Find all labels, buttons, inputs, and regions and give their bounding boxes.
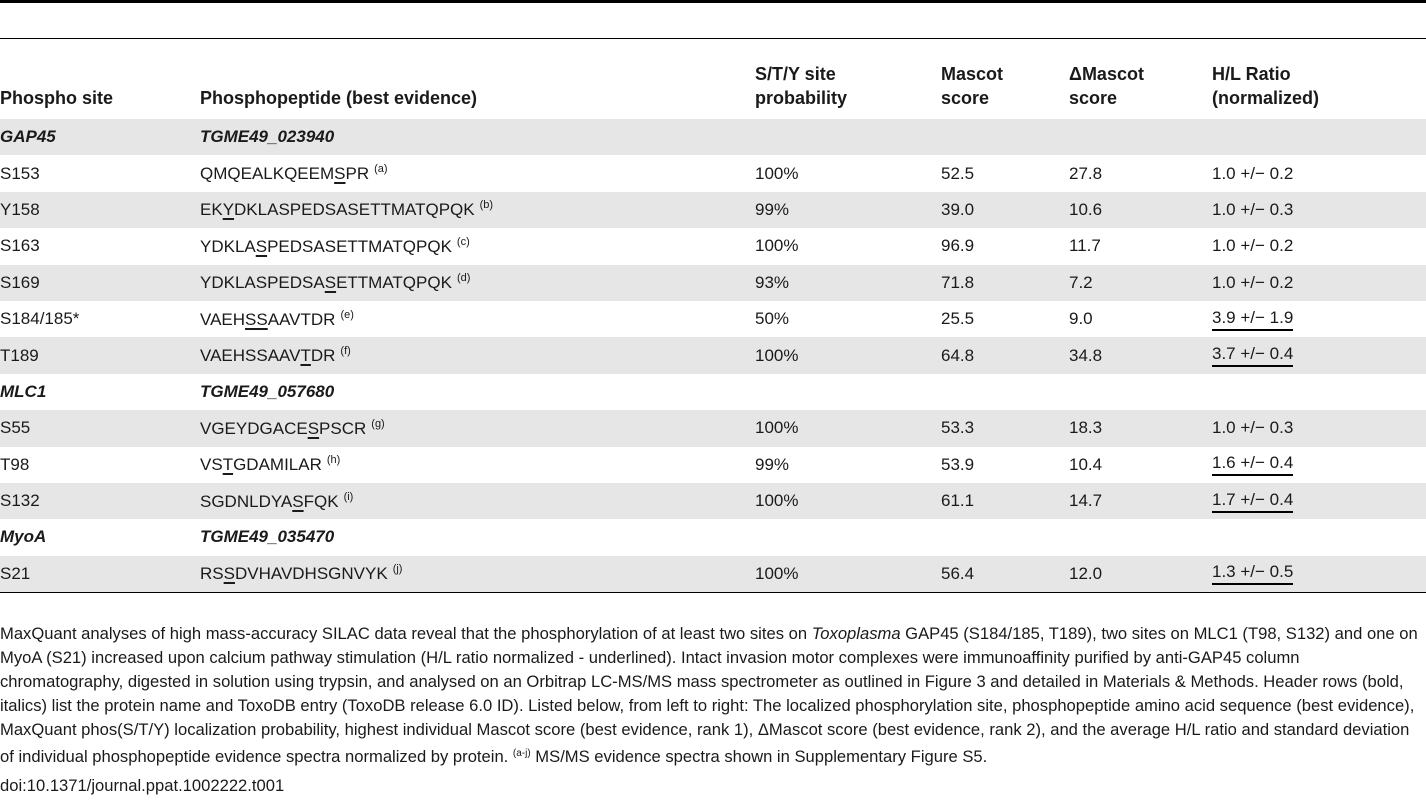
phosphopeptide: RSSDVHAVDHSGNVYK $^{(j)}$ — [200, 563, 403, 584]
table-header — [0, 39, 1426, 120]
mascot-score: 56.4 — [941, 563, 975, 583]
table-row — [0, 265, 1426, 301]
phosphorylated-residue: S — [334, 164, 346, 184]
phosphopeptide: VAEHSSAAVTDR $^{(f)}$ — [200, 345, 351, 366]
phosphopeptide: VAEHSSAAVTDR $^{(e)}$ — [200, 308, 354, 329]
phospho-site: S153 — [0, 163, 40, 183]
toxodb-id: TGME49_057680 — [200, 381, 335, 401]
mascot-score: 96.9 — [941, 236, 975, 256]
spectrum-note: (a) — [374, 163, 388, 176]
phospho-site: T98 — [0, 454, 30, 474]
phospho-site: S132 — [0, 491, 40, 511]
site-probability: 100% — [755, 491, 799, 511]
phosphopeptide: EKYDKLASPEDSASETTMATQPQK $^{(b)}$ — [200, 199, 494, 220]
site-probability: 100% — [755, 563, 799, 583]
hl-ratio: 1.0 +/− 0.2 — [1212, 163, 1294, 183]
site-probability: 99% — [755, 454, 790, 474]
site-probability: 100% — [755, 163, 799, 183]
delta-mascot-score: 18.3 — [1069, 418, 1103, 438]
spectrum-note: (j) — [392, 563, 403, 576]
phospho-site: S21 — [0, 563, 31, 583]
phosphorylated-residue: T — [300, 346, 311, 366]
mascot-score: 61.1 — [941, 491, 975, 511]
mascot-score: 71.8 — [941, 272, 975, 292]
mascot-score: 25.5 — [941, 309, 975, 329]
phospho-site: Y158 — [0, 199, 40, 219]
table-row — [0, 337, 1426, 373]
caption-organism: Toxoplasma — [811, 624, 901, 643]
hl-ratio: 3.9 +/− 1.9 — [1212, 301, 1426, 337]
hl-ratio: 1.0 +/− 0.3 — [1212, 199, 1294, 219]
table-body — [0, 119, 1426, 592]
protein-header-row — [0, 374, 1426, 410]
site-probability: 100% — [755, 418, 799, 438]
table-row — [0, 556, 1426, 592]
site-probability: 50% — [755, 309, 790, 329]
phosphorylated-residue: S — [223, 564, 235, 584]
mascot-score: 53.9 — [941, 454, 975, 474]
table-row — [0, 410, 1426, 446]
mascot-score: 39.0 — [941, 199, 975, 219]
spectrum-note: (g) — [371, 417, 385, 430]
phospho-site: S169 — [0, 272, 40, 292]
protein-header-row — [0, 519, 1426, 555]
top-rule — [0, 0, 1426, 3]
spectrum-note: (f) — [340, 345, 351, 358]
hl-ratio: 3.7 +/− 0.4 — [1212, 337, 1426, 373]
delta-mascot-score: 9.0 — [1069, 309, 1093, 329]
header-hl-ratio: H/L Ratio (normalized) — [1212, 64, 1320, 108]
table-row — [0, 192, 1426, 228]
spectrum-note: (h) — [326, 454, 341, 467]
protein-header-row — [0, 119, 1426, 155]
spectrum-note: (b) — [479, 199, 494, 212]
delta-mascot-score: 27.8 — [1069, 163, 1103, 183]
phosphopeptide: VSTGDAMILAR $^{(h)}$ — [200, 454, 341, 475]
site-probability: 100% — [755, 236, 799, 256]
phosphorylated-residue: S — [255, 236, 268, 256]
phosphosite-table — [0, 38, 1426, 593]
phosphorylated-residue: Y — [222, 200, 235, 220]
phospho-site: S163 — [0, 236, 40, 256]
toxodb-id: TGME49_035470 — [200, 527, 335, 547]
header-phospho-site: Phospho site — [0, 88, 114, 108]
phosphorylated-residue: T — [222, 455, 234, 475]
header-delta-mascot: ΔMascot score — [1069, 64, 1144, 108]
spectrum-note: (i) — [343, 490, 354, 503]
phosphopeptide: YDKLASPEDSASETTMATQPQK $^{(d)}$ — [200, 272, 471, 293]
spectrum-note: (e) — [340, 308, 354, 321]
table-row — [0, 155, 1426, 191]
hl-ratio: 1.6 +/− 0.4 — [1212, 447, 1426, 483]
delta-mascot-score: 12.0 — [1069, 563, 1103, 583]
site-probability: 100% — [755, 345, 799, 365]
mascot-score: 52.5 — [941, 163, 975, 183]
doi-text: doi:10.1371/journal.ppat.1002222.t001 — [0, 776, 285, 795]
hl-ratio: 1.7 +/− 0.4 — [1212, 483, 1426, 519]
phospho-site: T189 — [0, 345, 39, 365]
spectrum-note: (d) — [456, 272, 471, 285]
phosphopeptide: QMQEALKQEEMSPR $^{(a)}$ — [200, 163, 388, 184]
delta-mascot-score: 14.7 — [1069, 491, 1103, 511]
table-row — [0, 483, 1426, 519]
delta-mascot-score: 7.2 — [1069, 272, 1093, 292]
protein-name: GAP45 — [0, 127, 56, 147]
hl-ratio: 1.0 +/− 0.2 — [1212, 236, 1294, 256]
table-caption: MaxQuant analyses of high mass-accuracy SILAC data reveal that the phosphorylation of at least two sites on Toxoplasma GAP45 (S184/185, T189), two sites on MLC1 (T98, S132) and one on MyoA (S21) increased upon calcium pathway stimulation (H/L ratio normalized - underlined). Intact invasion motor complexes were immunoaffinity purified by anti-GAP45 column chromatography, digested in solution using trypsin, and analysed on an Orbitrap LC-MS/MS mass spectrometer as outlined in Figure 3 and detailed in Materials & Methods. Header rows (bold, italics) list the protein name and ToxoDB entry (ToxoDB release 6.0 ID). Listed below, from left to right: The localized phosphorylation site, phosphopeptide amino acid sequence (best evidence), MaxQuant phos(S/T/Y) localization probability, highest individual Mascot score (best evidence, rank 1), ΔMascot score (best evidence, rank 2), and the average H/L ratio and standard deviation of individual phosphopeptide evidence spectra normalized by protein. $^{(a-j)}$ MS/MS evidence spectra shown in Supplementary Figure S5. — [0, 624, 1418, 767]
phosphorylated-residue: S — [324, 273, 337, 293]
hl-ratio: 1.3 +/− 0.5 — [1212, 556, 1426, 592]
phosphorylated-residue: S — [307, 418, 320, 438]
phospho-site: S55 — [0, 418, 31, 438]
phospho-site: S184/185* — [0, 309, 80, 329]
phosphopeptide: VGEYDGACESPSCR $^{(g)}$ — [200, 417, 385, 438]
protein-name: MLC1 — [0, 381, 47, 401]
caption-note-ref: (a-j) — [512, 748, 531, 760]
mascot-score: 64.8 — [941, 345, 975, 365]
protein-name: MyoA — [0, 527, 47, 547]
table-row — [0, 447, 1426, 483]
site-probability: 99% — [755, 199, 790, 219]
spectrum-note: (c) — [456, 235, 470, 248]
delta-mascot-score: 10.6 — [1069, 199, 1103, 219]
delta-mascot-score: 10.4 — [1069, 454, 1103, 474]
phosphopeptide: SGDNLDYASFQK $^{(i)}$ — [200, 490, 354, 511]
delta-mascot-score: 11.7 — [1069, 236, 1101, 256]
phosphorylated-residue: SS — [245, 309, 268, 329]
phosphopeptide: YDKLASPEDSASETTMATQPQK $^{(c)}$ — [200, 235, 470, 256]
hl-ratio: 1.0 +/− 0.3 — [1212, 418, 1294, 438]
table-row — [0, 301, 1426, 337]
table-row — [0, 228, 1426, 264]
hl-ratio: 1.0 +/− 0.2 — [1212, 272, 1294, 292]
delta-mascot-score: 34.8 — [1069, 345, 1103, 365]
header-mascot-score: Mascot score — [941, 64, 1004, 108]
header-site-probability: S/T/Y site probability — [755, 64, 848, 108]
toxodb-id: TGME49_023940 — [200, 127, 335, 147]
header-phosphopeptide: Phosphopeptide (best evidence) — [200, 88, 478, 108]
site-probability: 93% — [755, 272, 790, 292]
mascot-score: 53.3 — [941, 418, 975, 438]
phosphorylated-residue: S — [292, 491, 304, 511]
